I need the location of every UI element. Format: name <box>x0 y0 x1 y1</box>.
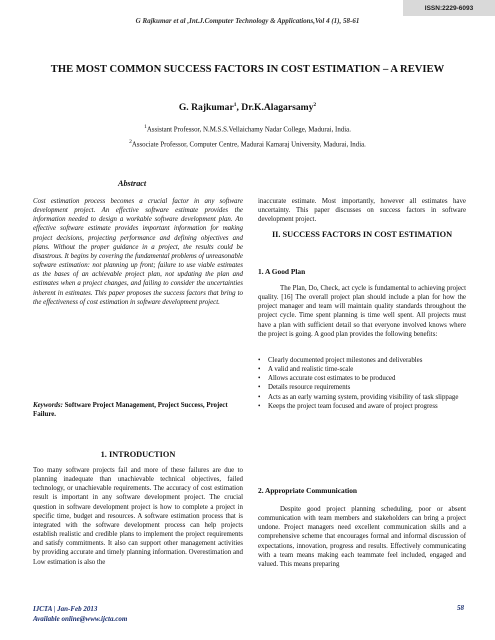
list-item-text: Keeps the project team focused and aware of project progress <box>268 402 438 410</box>
author-line <box>0 102 495 113</box>
affiliation-1-mark: 1 <box>144 124 147 130</box>
affiliation-1 <box>0 124 495 133</box>
footer-journal: IJCTA | Jan-Feb 2013 <box>33 605 98 613</box>
abstract-paragraph: Cost estimation process becomes a crucial factor in any software development project. An effective software estimate provides the information needed to design a workable software development plan. An effective software estimate provides important information for making project decisions, projecting performance and defining objectives and plans. Without the proper guidance in a project, the results could be disastrous. It begins by covering the fundamental problems of unreasonable software estimation: not planning up front; failure to use viable estimates as the bases of an achievable project plan, not updating the plan and estimates when a project changes, and failing to consider the uncertainties inherent in estimates. This paper proposes the success factors that bring to the effectiveness of cost estimation in software development project. <box>33 198 243 306</box>
keywords <box>33 401 243 419</box>
introduction-paragraph: Too many software projects fail and more of these failures are due to planning inadequate than unachievable technical objectives, failed technology, or unachievable requirements. The accuracy of cost estimation result is important in any software development project. The crucial question in software development project is how to complete a project in specific time, budget and resources. A software estimation process that is integrated with the software development process can help projects establish realistic and credible plans to implement the project requirements and satisfy commitments. It also can support other management activities by providing accurate and timely planning information. Overestimation and Low estimation is also the <box>33 467 243 566</box>
running-head: G Rajkumar et al ,Int.J.Computer Technology & Applications,Vol 4 (1), 58-61 <box>135 17 360 25</box>
benefits-list <box>258 356 466 411</box>
list-item <box>258 365 466 374</box>
introduction-body <box>33 466 243 567</box>
communication-paragraph: Despite good project planning scheduling, poor or absent communication with team members and stakeholders can bring a project undone. Project managers need excellent communication skills and a comprehensive scheme that encourages formal and informal discussion of expectations, innovation, progress and results. Effectively communicating with a team means making each teammate feel included, engaged and valued. This means preparing <box>258 506 466 568</box>
list-item-text: Acts as an early warning system, providing visibility of task slippage <box>268 393 459 401</box>
issn-badge: ISSN:2229-6093 <box>403 0 495 16</box>
footer-url[interactable]: Available online@www.ijcta.com <box>33 615 128 623</box>
list-item-text: Allows accurate cost estimates to be produced <box>268 375 396 383</box>
list-item <box>258 374 466 383</box>
author-separator: , <box>236 102 242 114</box>
list-item <box>258 393 466 402</box>
bullet-icon: • <box>258 384 261 392</box>
continuation-paragraph: inaccurate estimate. Most importantly, however all estimates have uncertainty. This paper discusses on success factors in software development project. <box>258 198 466 224</box>
author-2: Dr.K.Alagarsamy <box>241 102 314 114</box>
affiliation-2 <box>0 139 495 148</box>
keywords-label: Keywords: <box>33 402 63 409</box>
bullet-icon: • <box>258 402 261 410</box>
list-item-text: Clearly documented project milestones and deliverables <box>268 357 423 364</box>
subsection-good-plan-heading: 1. A Good Plan <box>258 267 306 276</box>
list-item <box>258 402 466 411</box>
paper-title: THE MOST COMMON SUCCESS FACTORS IN COST ESTIMATION – A REVIEW <box>50 64 445 75</box>
author-2-affil-mark: 2 <box>313 102 317 108</box>
good-plan-paragraph: The Plan, Do, Check, act cycle is fundamental to achieving project quality. [16] The overall project plan should include a plan for how the project manager and team will maintain quality standards throughout the project cycle. Time spent planning is time well spent. All projects must have a plan with sufficient detail so that everyone involved knows where the project is going. A good plan provides the following benefits: <box>258 285 466 338</box>
column2-continuation <box>258 197 466 224</box>
bullet-icon: • <box>258 366 261 374</box>
bullet-icon: • <box>258 357 261 364</box>
list-item <box>258 383 466 392</box>
section2-heading: II. SUCCESS FACTORS IN COST ESTIMATION <box>271 230 453 239</box>
bullet-icon: • <box>258 393 261 401</box>
subsection-communication-heading: 2. Appropriate Communication <box>258 486 358 495</box>
list-item-text: Details resource requirements <box>268 384 351 392</box>
footer-journal-info <box>33 604 127 624</box>
affiliation-2-mark: 2 <box>129 139 132 145</box>
communication-body <box>258 505 466 569</box>
affiliation-1-text: Assistant Professor, N.M.S.S.Vellaichamy Nadar College, Madurai, India. <box>146 126 351 134</box>
affiliation-2-text: Associate Professor, Computer Centre, Madurai Kamaraj University, Madurai, India. <box>131 141 366 149</box>
list-item <box>258 356 466 365</box>
author-1: G. Rajkumar <box>178 102 234 114</box>
list-item-text: A valid and realistic time-scale <box>268 366 354 374</box>
introduction-heading: 1. INTRODUCTION <box>100 450 176 459</box>
abstract-body <box>33 197 243 307</box>
abstract-heading: Abstract <box>118 179 147 188</box>
page-number: 58 <box>457 604 464 612</box>
good-plan-body <box>258 284 466 339</box>
author-1-affil-mark: 1 <box>233 102 237 108</box>
keywords-text: Software Project Management, Project Success, Project Failure. <box>33 402 228 419</box>
bullet-icon: • <box>258 375 261 383</box>
